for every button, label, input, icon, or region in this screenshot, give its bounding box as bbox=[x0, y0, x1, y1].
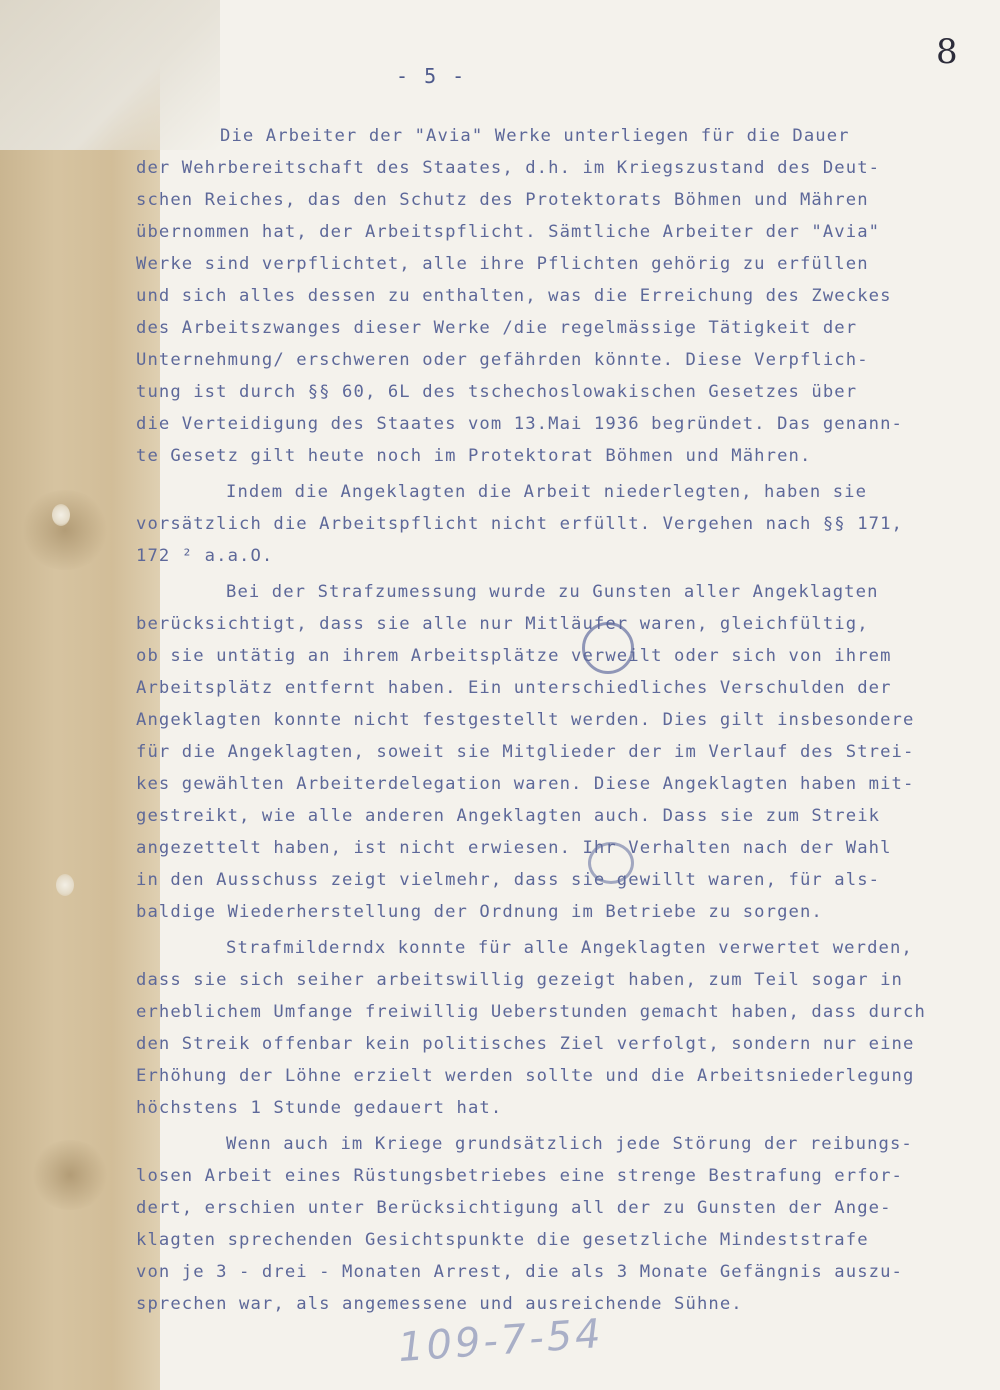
text-line: schen Reiches, das den Schutz des Protektorats Böhmen und Mähren bbox=[136, 190, 869, 210]
punch-hole bbox=[52, 504, 70, 526]
text-line: te Gesetz gilt heute noch im Protektorat Böhmen und Mähren. bbox=[136, 446, 812, 466]
text-line: Arbeitsplätz entfernt haben. Ein unterschiedliches Verschulden der bbox=[136, 678, 892, 698]
text-line: vorsätzlich die Arbeitspflicht nicht erfüllt. Vergehen nach §§ 171, bbox=[136, 514, 903, 534]
text-line: losen Arbeit eines Rüstungsbetriebes eine strenge Bestrafung erfor- bbox=[136, 1166, 903, 1186]
text-line: höchstens 1 Stunde gedauert hat. bbox=[136, 1098, 503, 1118]
text-line: den Streik offenbar kein politisches Ziel verfolgt, sondern nur eine bbox=[136, 1034, 915, 1054]
text-line: kes gewählten Arbeiterdelegation waren. Diese Angeklagten haben mit- bbox=[136, 774, 915, 794]
text-line: Die Arbeiter der "Avia" Werke unterliegen für die Dauer bbox=[220, 126, 850, 146]
text-line: dert, erschien unter Berücksichtigung all der zu Gunsten der Ange- bbox=[136, 1198, 892, 1218]
text-line: Angeklagten konnte nicht festgestellt werden. Dies gilt insbesondere bbox=[136, 710, 915, 730]
text-line: klagten sprechenden Gesichtspunkte die gesetzliche Mindeststrafe bbox=[136, 1230, 869, 1250]
text-line: 172 ² a.a.O. bbox=[136, 546, 274, 566]
text-line: Werke sind verpflichtet, alle ihre Pflichten gehörig zu erfüllen bbox=[136, 254, 869, 274]
text-line: tung ist durch §§ 60, 6L des tschechoslowakischen Gesetzes über bbox=[136, 382, 858, 402]
text-line: von je 3 - drei - Monaten Arrest, die als 3 Monate Gefängnis auszu- bbox=[136, 1262, 903, 1282]
tape-stain bbox=[30, 1140, 110, 1210]
text-line: für die Angeklagten, soweit sie Mitglieder der im Verlauf des Strei- bbox=[136, 742, 915, 762]
text-line: Strafmilderndx konnte für alle Angeklagten verwertet werden, bbox=[226, 938, 913, 958]
text-line: die Verteidigung des Staates vom 13.Mai 1936 begründet. Das genann- bbox=[136, 414, 903, 434]
text-line: gestreikt, wie alle anderen Angeklagten auch. Dass sie zum Streik bbox=[136, 806, 881, 826]
text-line: angezettelt haben, ist nicht erwiesen. Ihr Verhalten nach der Wahl bbox=[136, 838, 892, 858]
tape-stain bbox=[20, 490, 110, 570]
text-line: Unternehmung/ erschweren oder gefährden könnte. Diese Verpflich- bbox=[136, 350, 869, 370]
text-line: übernommen hat, der Arbeitspflicht. Sämtliche Arbeiter der "Avia" bbox=[136, 222, 881, 242]
text-line: Indem die Angeklagten die Arbeit niederlegten, haben sie bbox=[226, 482, 868, 502]
text-line: Wenn auch im Kriege grundsätzlich jede Störung der reibungs- bbox=[226, 1134, 913, 1154]
torn-corner bbox=[0, 0, 220, 150]
text-line: in den Ausschuss zeigt vielmehr, dass sie gewillt waren, für als- bbox=[136, 870, 881, 890]
page-number: - 5 - bbox=[396, 64, 467, 88]
archive-mark: 109-7-54 bbox=[396, 1310, 605, 1372]
text-line: baldige Wiederherstellung der Ordnung im Betriebe zu sorgen. bbox=[136, 902, 823, 922]
text-line: sprechen war, als angemessene und ausreichende Sühne. bbox=[136, 1294, 743, 1314]
text-line: dass sie sich seiher arbeitswillig gezeigt haben, zum Teil sogar in bbox=[136, 970, 903, 990]
folio-number: 8 bbox=[936, 32, 958, 72]
text-line: erheblichem Umfange freiwillig Ueberstunden gemacht haben, dass durch bbox=[136, 1002, 926, 1022]
punch-hole bbox=[56, 874, 74, 896]
text-line: Erhöhung der Löhne erzielt werden sollte und die Arbeitsniederlegung bbox=[136, 1066, 915, 1086]
text-line: des Arbeitszwanges dieser Werke /die regelmässige Tätigkeit der bbox=[136, 318, 858, 338]
text-line: ob sie untätig an ihrem Arbeitsplätze verweilt oder sich von ihrem bbox=[136, 646, 892, 666]
text-line: Bei der Strafzumessung wurde zu Gunsten aller Angeklagten bbox=[226, 582, 879, 602]
text-line: und sich alles dessen zu enthalten, was die Erreichung des Zweckes bbox=[136, 286, 892, 306]
text-line: berücksichtigt, dass sie alle nur Mitläufer waren, gleichfültig, bbox=[136, 614, 869, 634]
text-line: der Wehrbereitschaft des Staates, d.h. im Kriegszustand des Deut- bbox=[136, 158, 881, 178]
